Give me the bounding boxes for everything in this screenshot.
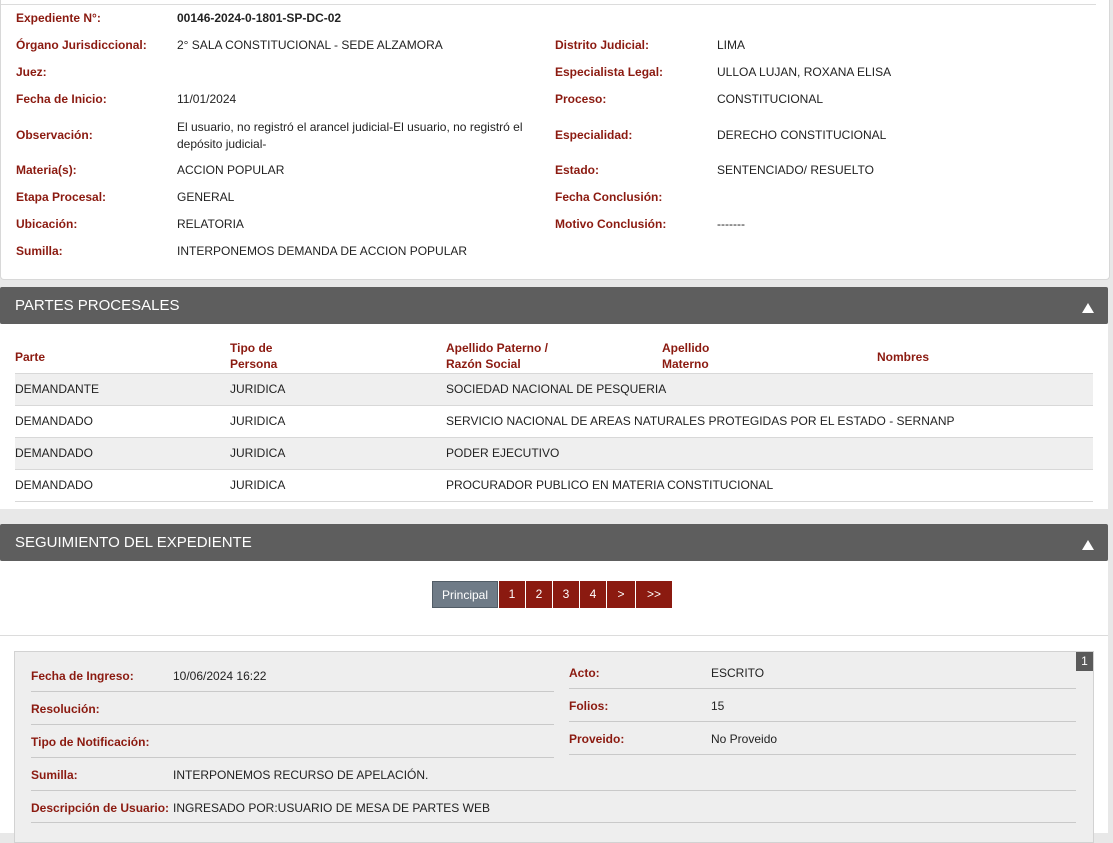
tipo-notificacion-label: Tipo de Notificación: [31, 735, 150, 749]
partes-procesales-title: PARTES PROCESALES [15, 297, 180, 314]
collapse-triangle-icon[interactable] [1082, 303, 1094, 313]
motivo-conclusion-label: Motivo Conclusión: [555, 217, 667, 231]
proveido-label: Proveido: [569, 732, 625, 746]
materia-value: ACCION POPULAR [177, 163, 285, 177]
divider [0, 635, 1108, 636]
fecha-inicio-label: Fecha de Inicio: [16, 92, 107, 106]
organo-value: 2° SALA CONSTITUCIONAL - SEDE ALZAMORA [177, 38, 443, 52]
proceso-value: CONSTITUCIONAL [717, 92, 824, 106]
page-1-button[interactable]: 1 [499, 581, 525, 608]
col-header-apellido-paterno: Apellido Paterno / Razón Social [446, 341, 549, 371]
distrito-label: Distrito Judicial: [555, 38, 650, 52]
cell-paterno: PODER EJECUTIVO [446, 446, 560, 460]
estado-label: Estado: [555, 163, 600, 177]
organo-label: Órgano Jurisdiccional: [16, 38, 147, 52]
divider [31, 822, 1076, 823]
seguimiento-header[interactable] [0, 524, 1108, 561]
ubicacion-value: RELATORIA [177, 217, 244, 231]
seguimiento-panel [0, 561, 1108, 833]
especialista-value: ULLOA LUJAN, ROXANA ELISA [717, 65, 892, 79]
page-4-button[interactable]: 4 [580, 581, 606, 608]
resolucion-label: Resolución: [31, 702, 100, 716]
cell-parte: DEMANDANTE [15, 382, 100, 396]
cell-paterno: SOCIEDAD NACIONAL DE PESQUERIA [446, 382, 667, 396]
distrito-value: LIMA [717, 38, 746, 52]
juez-label: Juez: [16, 65, 47, 79]
descripcion-usuario-label: Descripción de Usuario: [31, 801, 170, 815]
proveido-value: No Proveido [711, 732, 778, 746]
descripcion-usuario-value: INGRESADO POR:USUARIO DE MESA DE PARTES WEB [173, 801, 490, 815]
sumilla-value: INTERPONEMOS DEMANDA DE ACCION POPULAR [177, 244, 468, 258]
ubicacion-label: Ubicación: [16, 217, 78, 231]
page-next-button[interactable]: > [607, 581, 635, 608]
materia-label: Materia(s): [16, 163, 77, 177]
fecha-inicio-value: 11/01/2024 [177, 92, 237, 106]
cell-parte: DEMANDADO [15, 414, 94, 428]
cell-tipo: JURIDICA [230, 446, 286, 460]
cell-tipo: JURIDICA [230, 478, 286, 492]
cell-paterno: PROCURADOR PUBLICO EN MATERIA CONSTITUCIONAL [446, 478, 774, 492]
table-row [15, 469, 1093, 502]
etapa-value: GENERAL [177, 190, 235, 204]
cell-tipo: JURIDICA [230, 414, 286, 428]
motivo-conclusion-value: ------- [717, 217, 745, 231]
page-last-button[interactable]: >> [636, 581, 672, 608]
divider [569, 721, 1076, 722]
col-header-apellido-materno: Apellido Materno [662, 341, 710, 371]
acto-value: ESCRITO [711, 666, 765, 680]
entry-number-badge: 1 [1076, 652, 1093, 671]
table-row [15, 405, 1093, 437]
divider [1, 4, 1096, 5]
page-3-button[interactable]: 3 [553, 581, 579, 608]
estado-value: SENTENCIADO/ RESUELTO [717, 163, 874, 177]
expediente-value: 00146-2024-0-1801-SP-DC-02 [177, 11, 342, 25]
partes-procesales-header[interactable] [0, 287, 1108, 324]
divider [31, 757, 554, 758]
col-header-tipo-persona: Tipo de Persona [230, 341, 278, 371]
especialista-label: Especialista Legal: [555, 65, 664, 79]
folios-label: Folios: [569, 699, 609, 713]
divider [569, 688, 1076, 689]
observacion-value: El usuario, no registró el arancel judicial-El usuario, no registró el depósito judicial- [177, 120, 523, 151]
fecha-conclusion-label: Fecha Conclusión: [555, 190, 663, 204]
entry-sumilla-label: Sumilla: [31, 768, 78, 782]
divider [569, 754, 1076, 755]
partes-procesales-panel [0, 324, 1108, 509]
pagination [432, 581, 673, 608]
table-row [15, 373, 1093, 405]
page-2-button[interactable]: 2 [526, 581, 552, 608]
folios-value: 15 [711, 699, 725, 713]
observacion-label: Observación: [16, 128, 93, 142]
table-row [15, 437, 1093, 469]
fecha-ingreso-value: 10/06/2024 16:22 [173, 669, 267, 683]
cell-parte: DEMANDADO [15, 446, 94, 460]
cell-parte: DEMANDADO [15, 478, 94, 492]
cell-paterno: SERVICIO NACIONAL DE AREAS NATURALES PROTEGIDAS POR EL ESTADO - SERNANP [446, 414, 955, 428]
collapse-triangle-icon[interactable] [1082, 540, 1094, 550]
especialidad-value: DERECHO CONSTITUCIONAL [717, 128, 887, 142]
seguimiento-entry [14, 651, 1094, 843]
divider [31, 691, 554, 692]
expediente-info-card [0, 0, 1110, 280]
sumilla-label: Sumilla: [16, 244, 63, 258]
etapa-label: Etapa Procesal: [16, 190, 107, 204]
page-principal-button[interactable]: Principal [432, 581, 498, 608]
proceso-label: Proceso: [555, 92, 607, 106]
especialidad-label: Especialidad: [555, 128, 633, 142]
entry-sumilla-value: INTERPONEMOS RECURSO DE APELACIÓN. [173, 768, 429, 782]
divider [31, 724, 554, 725]
expediente-label: Expediente N°: [16, 11, 101, 25]
col-header-nombres: Nombres [877, 350, 930, 364]
seguimiento-title: SEGUIMIENTO DEL EXPEDIENTE [15, 534, 252, 551]
divider [31, 790, 1076, 791]
cell-tipo: JURIDICA [230, 382, 286, 396]
fecha-ingreso-label: Fecha de Ingreso: [31, 669, 134, 683]
acto-label: Acto: [569, 666, 600, 680]
col-header-parte: Parte [15, 350, 46, 364]
